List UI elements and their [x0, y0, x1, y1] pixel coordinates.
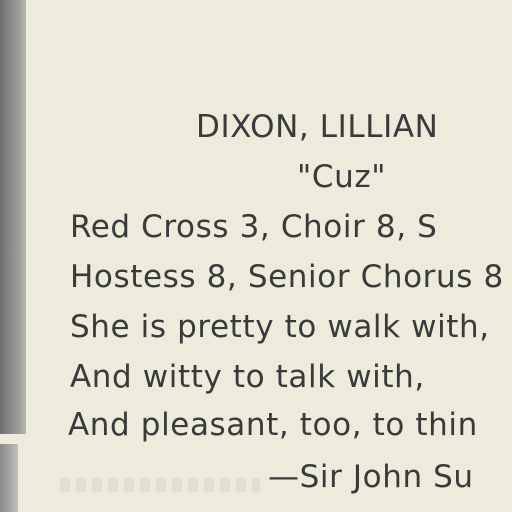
student-nickname: "Cuz": [297, 159, 387, 195]
verse-line-2: And witty to talk with,: [70, 359, 425, 395]
activities-line-2: Hostess 8, Senior Chorus 8: [70, 259, 504, 295]
portrait-photo-edge: [0, 0, 26, 434]
verse-line-1: She is pretty to walk with,: [70, 309, 490, 345]
student-name: DIXON, LILLIAN: [196, 109, 439, 145]
portrait-photo-edge-lower: [0, 444, 18, 512]
activities-line-1: Red Cross 3, Choir 8, S: [70, 209, 438, 245]
verse-attribution: —Sir John Su: [268, 459, 474, 495]
bleed-through-texture: [60, 478, 260, 492]
verse-line-3: And pleasant, too, to thin: [68, 407, 478, 443]
